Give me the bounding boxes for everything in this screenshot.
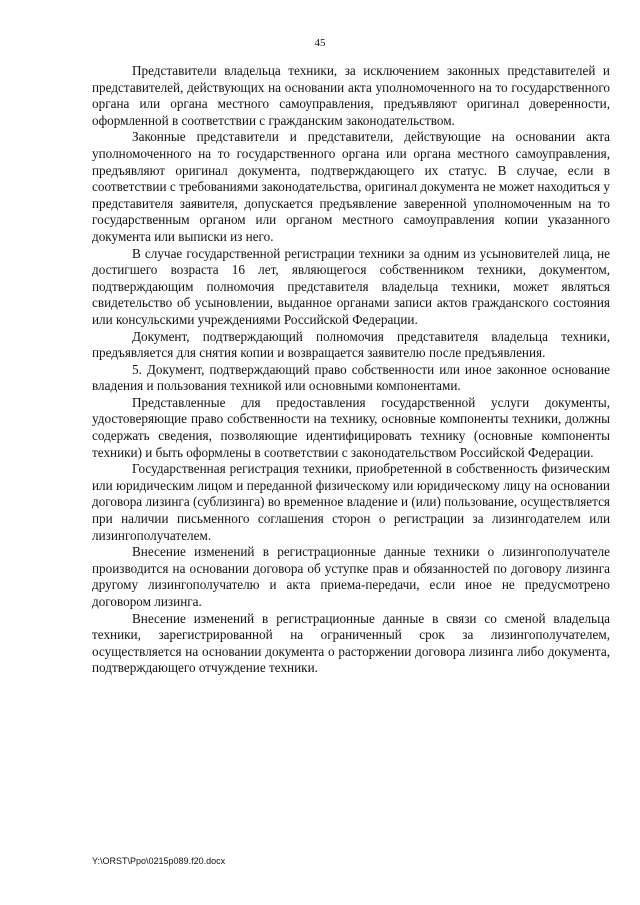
footer-file-path: Y:\ORST\Ppo\0215p089.f20.docx bbox=[92, 856, 226, 866]
paragraph: Представители владельца техники, за исключением законных представителей и представителей, действующих на основании акта уполномоченного на то государственного органа или органа местного самоуправления, предъявляют оригинал доверенности, оформленной в соответствии с гражданским законодательством. bbox=[92, 63, 610, 128]
paragraph: Законные представители и представители, действующие на основании акта уполномоченного на то государственного органа или органа местного самоуправления, предъявляют оригинал документа, подтверждающего их статус. В случае, если в соответствии с требованиями законодательства, оригинал документа не может находиться у представителя заявителя, допускается предъявление заверенной уполномоченным на то государственным органом или органом местного самоуправления копии указанного документа или выписки из него. bbox=[92, 129, 610, 244]
paragraph: Внесение изменений в регистрационные данные в связи со сменой владельца техники, зарегистрированной на ограниченный срок за лизингополучателем, осуществляется на основании документа о расторжении договора лизинга либо документа, подтверждающего отчуждение техники. bbox=[92, 610, 610, 676]
paragraph: Представленные для предоставления государственной услуги документы, удостоверяющие право собственности на технику, основные компоненты техники, должны содержать сведения, позволяющие идентифицировать технику (основные компоненты техники) и быть оформлены в соответствии с законодательством Российской Федерации. bbox=[92, 394, 610, 460]
paragraph: Внесение изменений в регистрационные данные техники о лизингополучателе производится на основании договора об уступке прав и обязанностей по договору лизинга другому лизингополучателю и акта приема-передачи, если иное не предусмотрено договором лизинга. bbox=[92, 544, 610, 609]
page-number: 45 bbox=[314, 37, 326, 49]
paragraph: Государственная регистрация техники, приобретенной в собственность физическим или юридическим лицом и переданной физическому или юридическому лицу на основании договора лизинга (сублизинга) во временное владение и (или) пользование, осуществляется при наличии письменного соглашения сторон о регистрации за лизингодателем или лизингополучателем. bbox=[92, 461, 610, 543]
paragraph: 5. Документ, подтверждающий право собственности или иное законное основание владения и пользования техникой или основными компонентами. bbox=[92, 361, 610, 394]
paragraph: В случае государственной регистрации техники за одним из усыновителей лица, не достигшего возраста 16 лет, являющегося собственником техники, документом, подтверждающим полномочия представителя владельца техники, может являться свидетельство об усыновлении, выданное органами записи актов гражданского состояния или консульскими учреждениями Российской Федерации. bbox=[92, 245, 610, 327]
document-body bbox=[92, 63, 610, 677]
paragraph: Документ, подтверждающий полномочия представителя владельца техники, предъявляется для снятия копии и возвращается заявителю после предъявления. bbox=[92, 328, 610, 361]
